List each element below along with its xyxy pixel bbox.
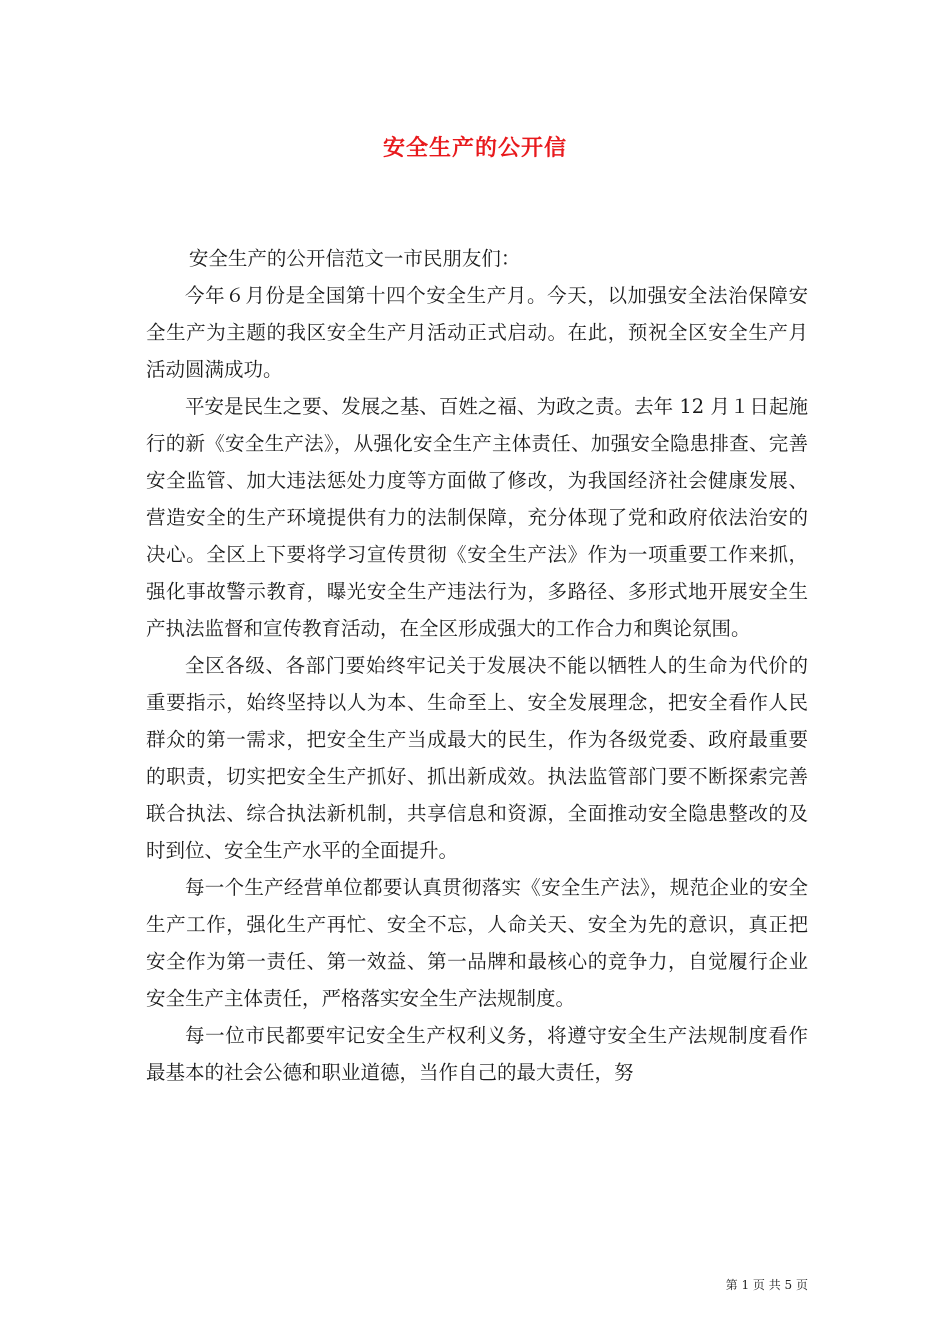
paragraph: 全区各级、各部门要始终牢记关于发展决不能以牺牲人的生命为代价的重要指示，始终坚持以人为本、生命至上、安全发展理念，把安全看作人民群众的第一需求，把安全生产当成最大的民生，作为各级党委、政府最重要的职责，切实把安全生产抓好、抓出新成效。执法监管部门要不断探索完善联合执法、综合执法新机制，共享信息和资源，全面推动安全隐患整改的及时到位、安全生产水平的全面提升。: [146, 654, 808, 862]
paragraph-greeting: 安全生产的公开信范文一市民朋友们：: [188, 247, 521, 270]
page-number: 第 1 页 共 5 页: [725, 1278, 808, 1292]
paragraph: 平安是民生之要、发展之基、百姓之福、为政之责。去年 12 月１日起施行的新《安全生产法》，从强化安全生产主体责任、加强安全隐患排查、完善安全监管、加大违法惩处力度等方面做了修改，为我国经济社会健康发展、营造安全的生产环境提供有力的法制保障，充分体现了党和政府依法治安的决心。全区上下要将学习宣传贯彻《安全生产法》作为一项重要工作来抓，强化事故警示教育，曝光安全生产违法行为，多路径、多形式地开展安全生产执法监督和宣传教育活动，在全区形成强大的工作合力和舆论氛围。: [146, 395, 808, 640]
paragraph: 每一位市民都要牢记安全生产权利义务，将遵守安全生产法规制度看作最基本的社会公德和职业道德，当作自己的最大责任，努: [146, 1024, 808, 1084]
paragraph: 每一个生产经营单位都要认真贯彻落实《安全生产法》，规范企业的安全生产工作，强化生产再忙、安全不忘，人命关天、安全为先的意识，真正把安全作为第一责任、第一效益、第一品牌和最核心的竞争力，自觉履行企业安全生产主体责任，严格落实安全生产法规制度。: [146, 876, 808, 1010]
page-title: 安全生产的公开信: [382, 136, 567, 161]
document-body: [146, 240, 808, 1091]
paragraph: 今年６月份是全国第十四个安全生产月。今天，以加强安全法治保障安全生产为主题的我区安全生产月活动正式启动。在此，预祝全区安全生产月活动圆满成功。: [146, 284, 808, 381]
